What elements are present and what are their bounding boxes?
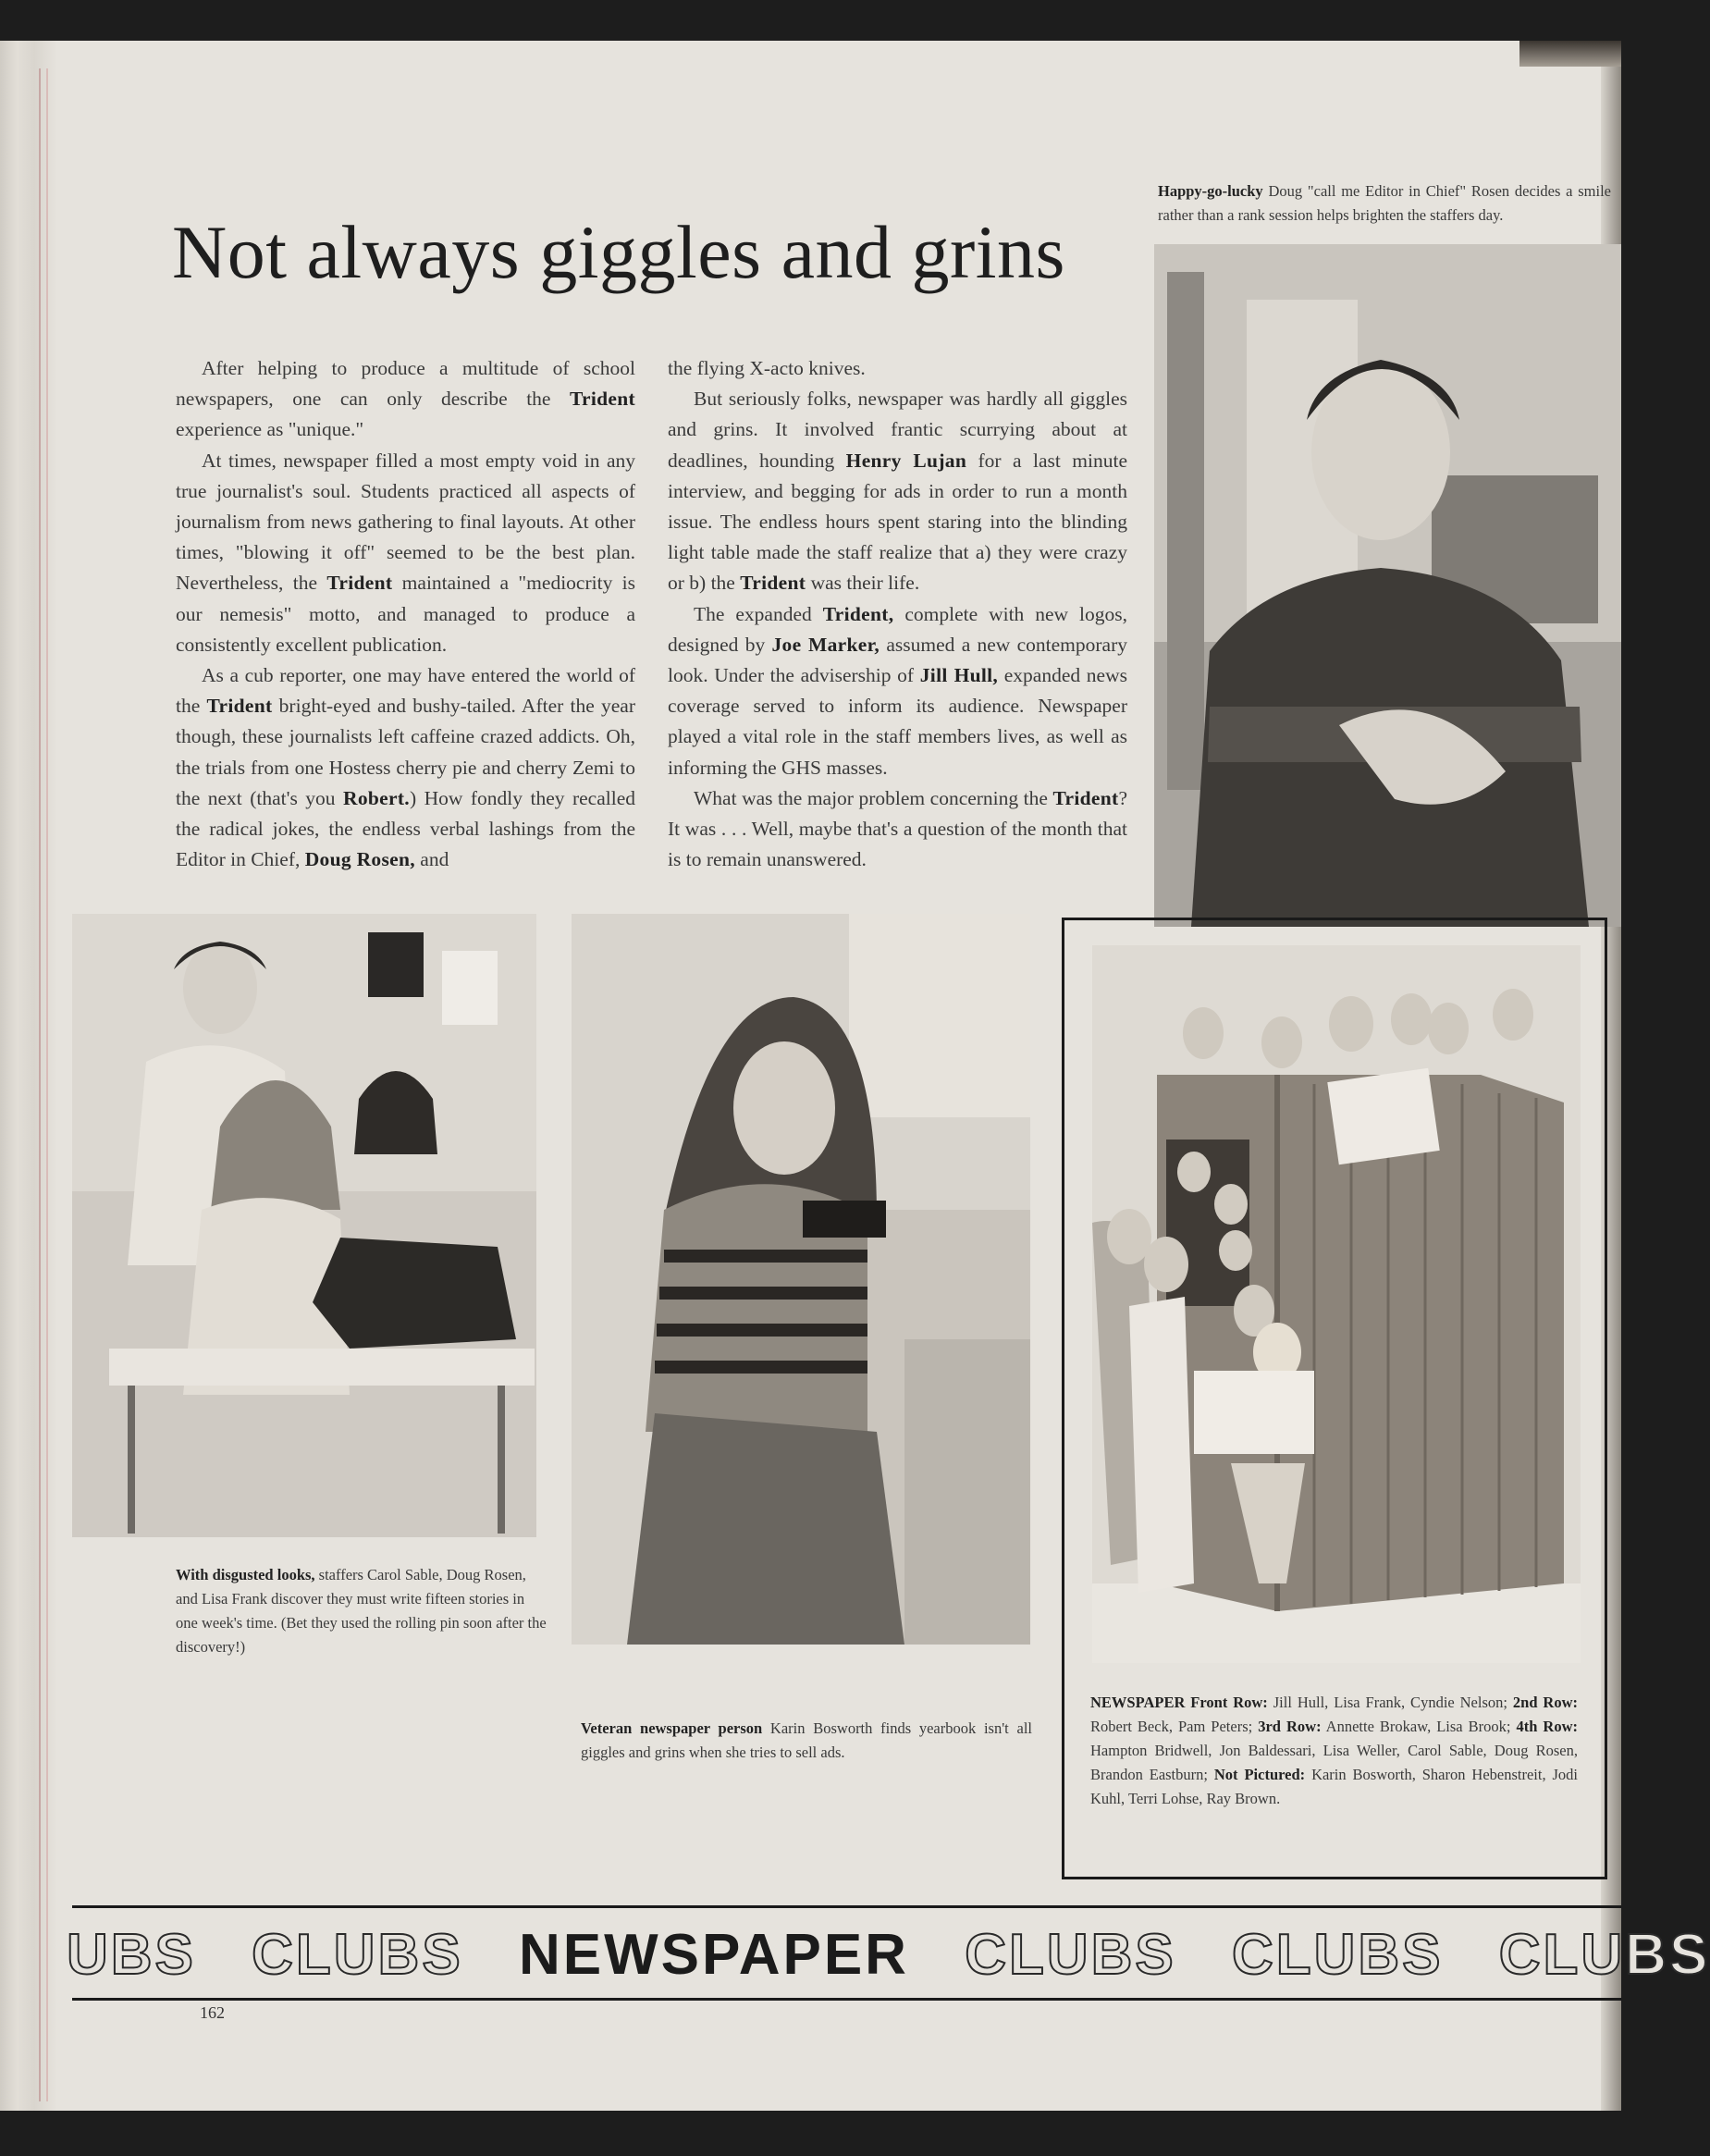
banner-rule-bottom xyxy=(72,1998,1621,2001)
banner-newspaper: NEWSPAPER xyxy=(518,1923,909,1987)
yearbook-page xyxy=(0,41,1710,2111)
caption-staffers-table: With disgusted looks, staffers Carol Sable, Doug Rosen, and Lisa Frank discover they must write fifteen stories in one week's time. (Bet they used the rolling pin soon after the discovery!) xyxy=(176,1566,547,1656)
banner-clubs: CLUBS xyxy=(1231,1923,1444,1987)
article-column-1: After helping to produce a multitude of school newspapers, one can only describe the Trident experience as "unique." At times, newspaper filled a most empty void in any true journalist's soul. Students practiced all aspects of journalism from news gathering to final layouts. At other times, "blowing it off" seemed to be the best plan. Nevertheless, the Trident maintained a "mediocrity is our nemesis" motto, and managed to produce a consistently excellent publication. As a cub reporter, one may have entered the world of the Trident bright-eyed and bushy-tailed. After the year though, these journalists left caffeine crazed addicts. Oh, the trials from one Hostess cherry pie and cherry Zemi to the next (that's you Robert.) How fondly they recalled the radical jokes, the endless verbal lashings from the Editor in Chief, Doug Rosen, and xyxy=(176,357,635,871)
caption-newspaper-staff: NEWSPAPER Front Row: Jill Hull, Lisa Frank, Cyndie Nelson; 2nd Row: Robert Beck, Pam Peters; 3rd Row: Annette Brokaw, Lisa Brook; 4th Row: Hampton Bridwell, Jon Baldessari, Lisa Weller, Carol Sable, Doug Rosen, Brandon Eastburn; Not Pictured: Karin Bosworth, Sharon Hebenstreit, Jodi Kuhl, Terri Lohse, Ray Brown. xyxy=(1090,1694,1579,1807)
page-title: Not always giggles and grins xyxy=(172,210,1065,294)
page-corner xyxy=(1519,41,1621,67)
photo-newspaper-staff xyxy=(1092,945,1581,1663)
banner-clubs: CLUBS xyxy=(252,1923,463,1987)
caption-karin-bosworth: Veteran newspaper person Karin Bosworth finds yearbook isn't all giggles and grins when she tries to sell ads. xyxy=(581,1719,1032,1761)
photo-staffers-table xyxy=(72,914,536,1537)
banner-fragment: UBS xyxy=(67,1923,196,1987)
clubs-banner xyxy=(57,1915,1710,2007)
caption-doug-rosen: Happy-go-lucky Doug "call me Editor in Chief" Rosen decides a smile rather than a rank session helps brighten the staffers day. xyxy=(1158,182,1611,224)
article-column-2: the flying X-acto knives. But seriously folks, newspaper was hardly all giggles and grins. It involved frantic scurrying about at deadlines, hounding Henry Lujan for a last minute interview, and begging for ads in order to run a month issue. The endless hours spent staring into the blinding light table made the staff realize that a) they were crazy or b) the Trident was their life. The expanded Trident, complete with new logos, designed by Joe Marker, assumed a new contemporary look. Under the advisership of Jill Hull, expanded news coverage served to inform its audience. Newspaper played a vital role in the staff members lives, as well as informing the GHS masses. What was the major problem concerning the Trident? It was . . . Well, maybe that's a question of the month that is to remain unanswered. xyxy=(668,357,1128,871)
banner-rule-top xyxy=(72,1905,1621,1908)
photo-doug-rosen xyxy=(1154,244,1621,927)
page-number: 162 xyxy=(200,2003,225,2022)
spine-rule xyxy=(39,68,41,2101)
photo-karin-bosworth xyxy=(572,914,1030,1645)
spine-rule xyxy=(46,68,48,2101)
banner-clubs: CLUBS xyxy=(965,1923,1176,1987)
banner-clubs: CLUBS xyxy=(1498,1923,1710,1987)
binding-spine xyxy=(0,41,57,2111)
